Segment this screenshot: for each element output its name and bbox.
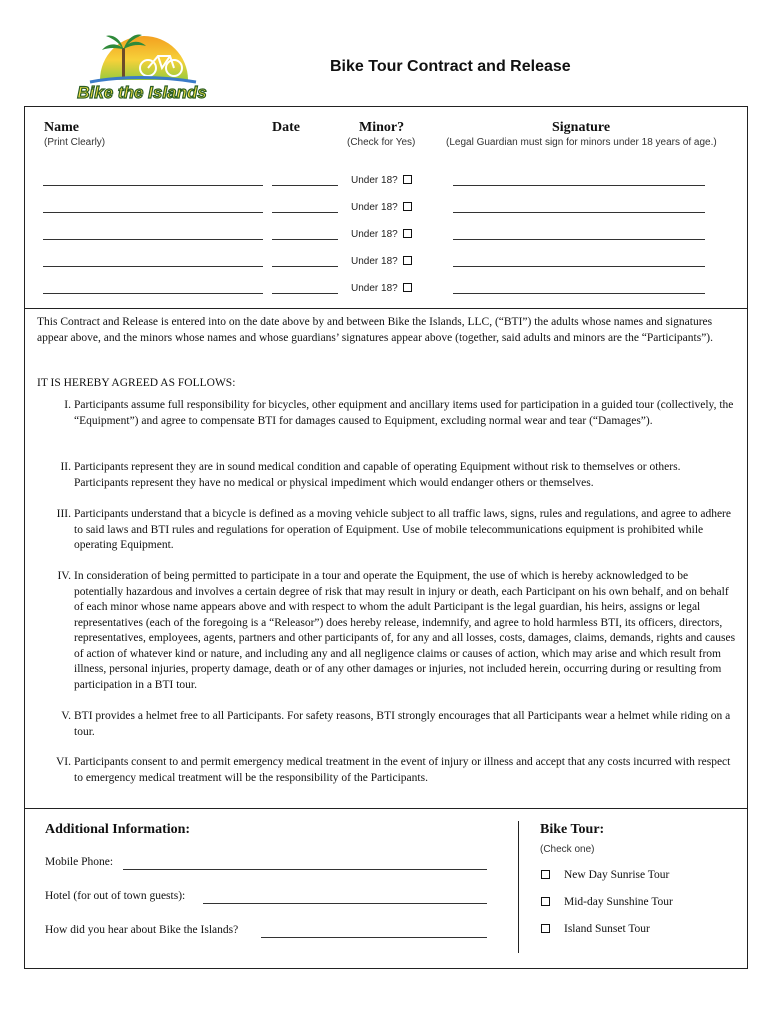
minor-checkbox[interactable] bbox=[403, 256, 412, 265]
clause-number: I. bbox=[64, 399, 71, 411]
name-line[interactable] bbox=[43, 239, 263, 240]
clause-text: Participants assume full responsibility for bicycles, other equipment and ancillary items used for participation in a guided tour (collectively, the “Equipment”) and agree to compensate BTI for damages caused to Equipment, excluding normal wear and tear (“Damages”). bbox=[74, 399, 734, 427]
minor-checkbox[interactable] bbox=[403, 175, 412, 184]
date-line[interactable] bbox=[272, 212, 338, 213]
clause bbox=[37, 709, 737, 740]
date-column-header: Date bbox=[272, 120, 300, 135]
minor-checkbox[interactable] bbox=[403, 229, 412, 238]
clause-number: III. bbox=[56, 508, 71, 520]
date-line[interactable] bbox=[272, 239, 338, 240]
clause bbox=[37, 507, 737, 554]
additional-information-title: Additional Information: bbox=[45, 822, 191, 837]
logo-wordmark: Bike the Islands bbox=[77, 83, 207, 102]
logo-graphic bbox=[60, 18, 220, 106]
minor-column-header: Minor? bbox=[359, 120, 405, 135]
clause-number: II. bbox=[60, 461, 71, 473]
signature-line[interactable] bbox=[453, 293, 705, 294]
referral-source-field[interactable] bbox=[261, 937, 487, 938]
minor-column-subtitle: (Check for Yes) bbox=[347, 137, 416, 148]
company-logo bbox=[60, 18, 220, 106]
clause-text: Participants consent to and permit emergency medical treatment in the event of injury or illness and accept that any costs incurred with respect to emergency medical treatment will be the responsibility of the Participants. bbox=[74, 756, 731, 784]
tour-option[interactable] bbox=[541, 896, 673, 908]
name-column-subtitle: (Print Clearly) bbox=[44, 137, 106, 148]
tour-option-label: Island Sunset Tour bbox=[564, 923, 650, 935]
name-line[interactable] bbox=[43, 212, 263, 213]
bike-tour-subtitle: (Check one) bbox=[540, 844, 595, 855]
name-column-header: Name bbox=[44, 120, 79, 135]
intro-paragraph: This Contract and Release is entered into on the date above by and between Bike the Islands, LLC, (“BTI”) the adults whose names and signatures appear above, and the minors whose names and whose guardians’ signatures appear above (together, said adults and minors are the “Participants”). bbox=[37, 316, 714, 344]
tour-option[interactable] bbox=[541, 923, 650, 935]
hotel-label: Hotel (for out of town guests): bbox=[45, 890, 186, 902]
clause bbox=[37, 755, 737, 786]
minor-checkbox[interactable] bbox=[403, 202, 412, 211]
name-line[interactable] bbox=[43, 185, 263, 186]
page-title: Bike Tour Contract and Release bbox=[330, 58, 571, 75]
clause-number: VI. bbox=[55, 756, 71, 768]
participant-signature-table bbox=[24, 106, 748, 309]
tour-checkbox[interactable] bbox=[541, 897, 550, 906]
clause-text: In consideration of being permitted to participate in a tour and operate the Equipment, the use of which is hereby acknowledged to be potentially hazardous and involves a certain degree of risk that may result in injury or death, each Participant on his own behalf, and on behalf of each minor whose name appears above and with respect to whom the adult Participant is the legal guardian, his heirs, assigns or legal representatives (each of the foregoing is a “Releasor”) does hereby release, indemnify, and agree to hold harmless BTI, its officers, directors, representatives, employees, agents, partners and other participants of, for any and all losses, costs, damages, claims, demands, rights and causes of action of whatever kind or nature, and including any and all negligence claims or causes of action, which may arise and which result from illness, personal injuries, property damage, death or of any other damages or injuries, not included herein, occurring during or resulting from participation in a BTI tour. bbox=[74, 570, 736, 691]
clause bbox=[37, 569, 737, 693]
signature-line[interactable] bbox=[453, 212, 705, 213]
signature-line[interactable] bbox=[453, 266, 705, 267]
clause-text: BTI provides a helmet free to all Participants. For safety reasons, BTI strongly encourages that all Participants wear a helmet while riding on a tour. bbox=[74, 710, 731, 738]
tour-option-label: New Day Sunrise Tour bbox=[564, 869, 670, 881]
clause-number: V. bbox=[61, 710, 71, 722]
clause bbox=[37, 398, 737, 429]
date-line[interactable] bbox=[272, 293, 338, 294]
hotel-field[interactable] bbox=[203, 903, 487, 904]
clause-number: IV. bbox=[57, 570, 71, 582]
additional-information-section bbox=[24, 808, 748, 969]
terms-section bbox=[24, 309, 748, 809]
signature-line[interactable] bbox=[453, 185, 705, 186]
tour-option[interactable] bbox=[541, 869, 669, 881]
section-divider bbox=[518, 821, 519, 953]
under-18-label: Under 18? bbox=[351, 175, 398, 186]
referral-source-label: How did you hear about Bike the Islands? bbox=[45, 924, 239, 936]
under-18-label: Under 18? bbox=[351, 256, 398, 267]
date-line[interactable] bbox=[272, 266, 338, 267]
signature-line[interactable] bbox=[453, 239, 705, 240]
minor-checkbox[interactable] bbox=[403, 283, 412, 292]
name-line[interactable] bbox=[43, 266, 263, 267]
under-18-label: Under 18? bbox=[351, 229, 398, 240]
signature-column-header: Signature bbox=[552, 120, 611, 135]
name-line[interactable] bbox=[43, 293, 263, 294]
tour-option-label: Mid-day Sunshine Tour bbox=[564, 896, 673, 908]
tour-checkbox[interactable] bbox=[541, 870, 550, 879]
clause-text: Participants understand that a bicycle is defined as a moving vehicle subject to all traffic laws, signs, rules and regulations, and agree to adhere to said laws and BTI rules and regulations for operation of Equipment. Use of mobile telecommunications equipment is prohibited while operating Equipment. bbox=[74, 508, 731, 551]
bike-tour-title: Bike Tour: bbox=[540, 822, 605, 837]
mobile-phone-field[interactable] bbox=[123, 869, 487, 870]
sun-shape bbox=[100, 36, 188, 80]
agreement-heading: IT IS HEREBY AGREED AS FOLLOWS: bbox=[37, 377, 236, 389]
tour-checkbox[interactable] bbox=[541, 924, 550, 933]
clause bbox=[37, 460, 737, 491]
clause-text: Participants represent they are in sound medical condition and capable of operating Equipment without risk to themselves or others. Participants represent they have no medical or physical impediment which would endanger others or themselves. bbox=[74, 461, 681, 489]
date-line[interactable] bbox=[272, 185, 338, 186]
mobile-phone-label: Mobile Phone: bbox=[45, 856, 114, 868]
under-18-label: Under 18? bbox=[351, 202, 398, 213]
signature-column-subtitle: (Legal Guardian must sign for minors under 18 years of age.) bbox=[446, 137, 717, 148]
under-18-label: Under 18? bbox=[351, 283, 398, 294]
